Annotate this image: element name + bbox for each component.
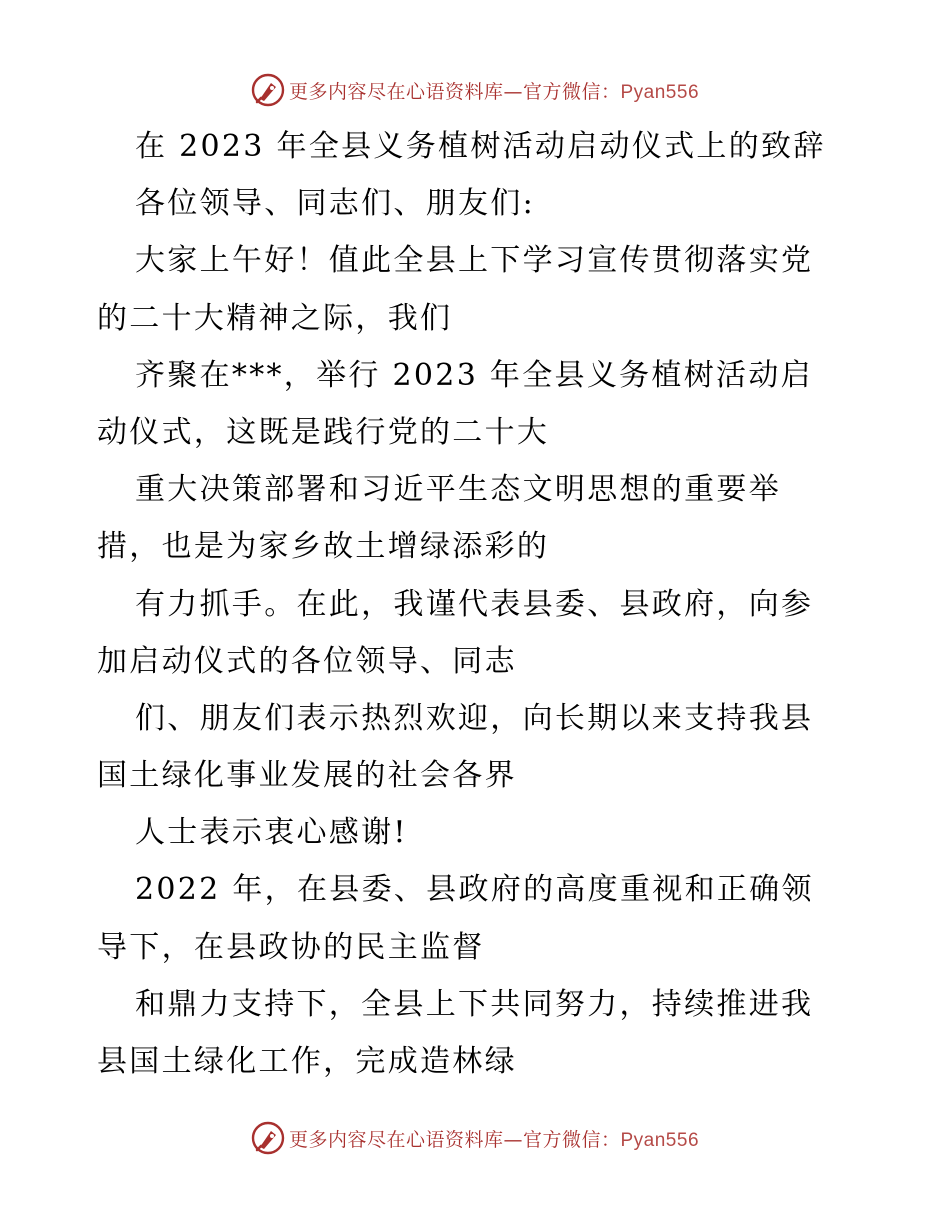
document-body [97,118,867,1090]
text-line: 在 2023 年全县义务植树活动启动仪式上的致辞 [135,129,826,164]
text-line: 大家上午好！值此全县上下学习宣传贯彻落实党 [135,243,814,279]
text-line: 们、朋友们表示热烈欢迎，向长期以来支持我县 [135,700,814,736]
text-line: 的二十大精神之际，我们 [97,300,453,336]
text-line: 2022 年，在县委、县政府的高度重视和正确领 [135,872,814,908]
pen-nib-logo-icon [251,1121,285,1155]
pen-nib-logo-icon [251,73,285,107]
banner-text: 更多内容尽在心语资料库—官方微信：Pyan556 [288,80,700,103]
text-line: 国土绿化事业发展的社会各界 [97,758,517,794]
text-line: 人士表示衷心感谢! [135,815,408,851]
text-line: 动仪式，这既是践行党的二十大 [97,414,550,450]
text-line: 加启动仪式的各位领导、同志 [97,643,517,679]
wechat-id: Pyan556 [620,1129,700,1151]
text-line: 有力抓手。在此，我谨代表县委、县政府，向参 [135,586,814,622]
wechat-id: Pyan556 [620,81,700,103]
text-line: 县国土绿化工作，完成造林绿 [97,1044,517,1079]
text-line: 措，也是为家乡故土增绿添彩的 [97,529,550,565]
bottom-banner [0,1116,950,1160]
text-line: 重大决策部署和习近平生态文明思想的重要举 [135,472,781,508]
top-banner [0,68,950,112]
text-line: 齐聚在***，举行 2023 年全县义务植树活动启 [135,357,813,393]
banner-text: 更多内容尽在心语资料库—官方微信：Pyan556 [288,1128,700,1151]
text-line: 和鼎力支持下，全县上下共同努力，持续推进我 [135,986,814,1022]
text-line: 各位领导、同志们、朋友们: [135,186,536,222]
text-line: 导下，在县政协的民主监督 [97,929,485,965]
